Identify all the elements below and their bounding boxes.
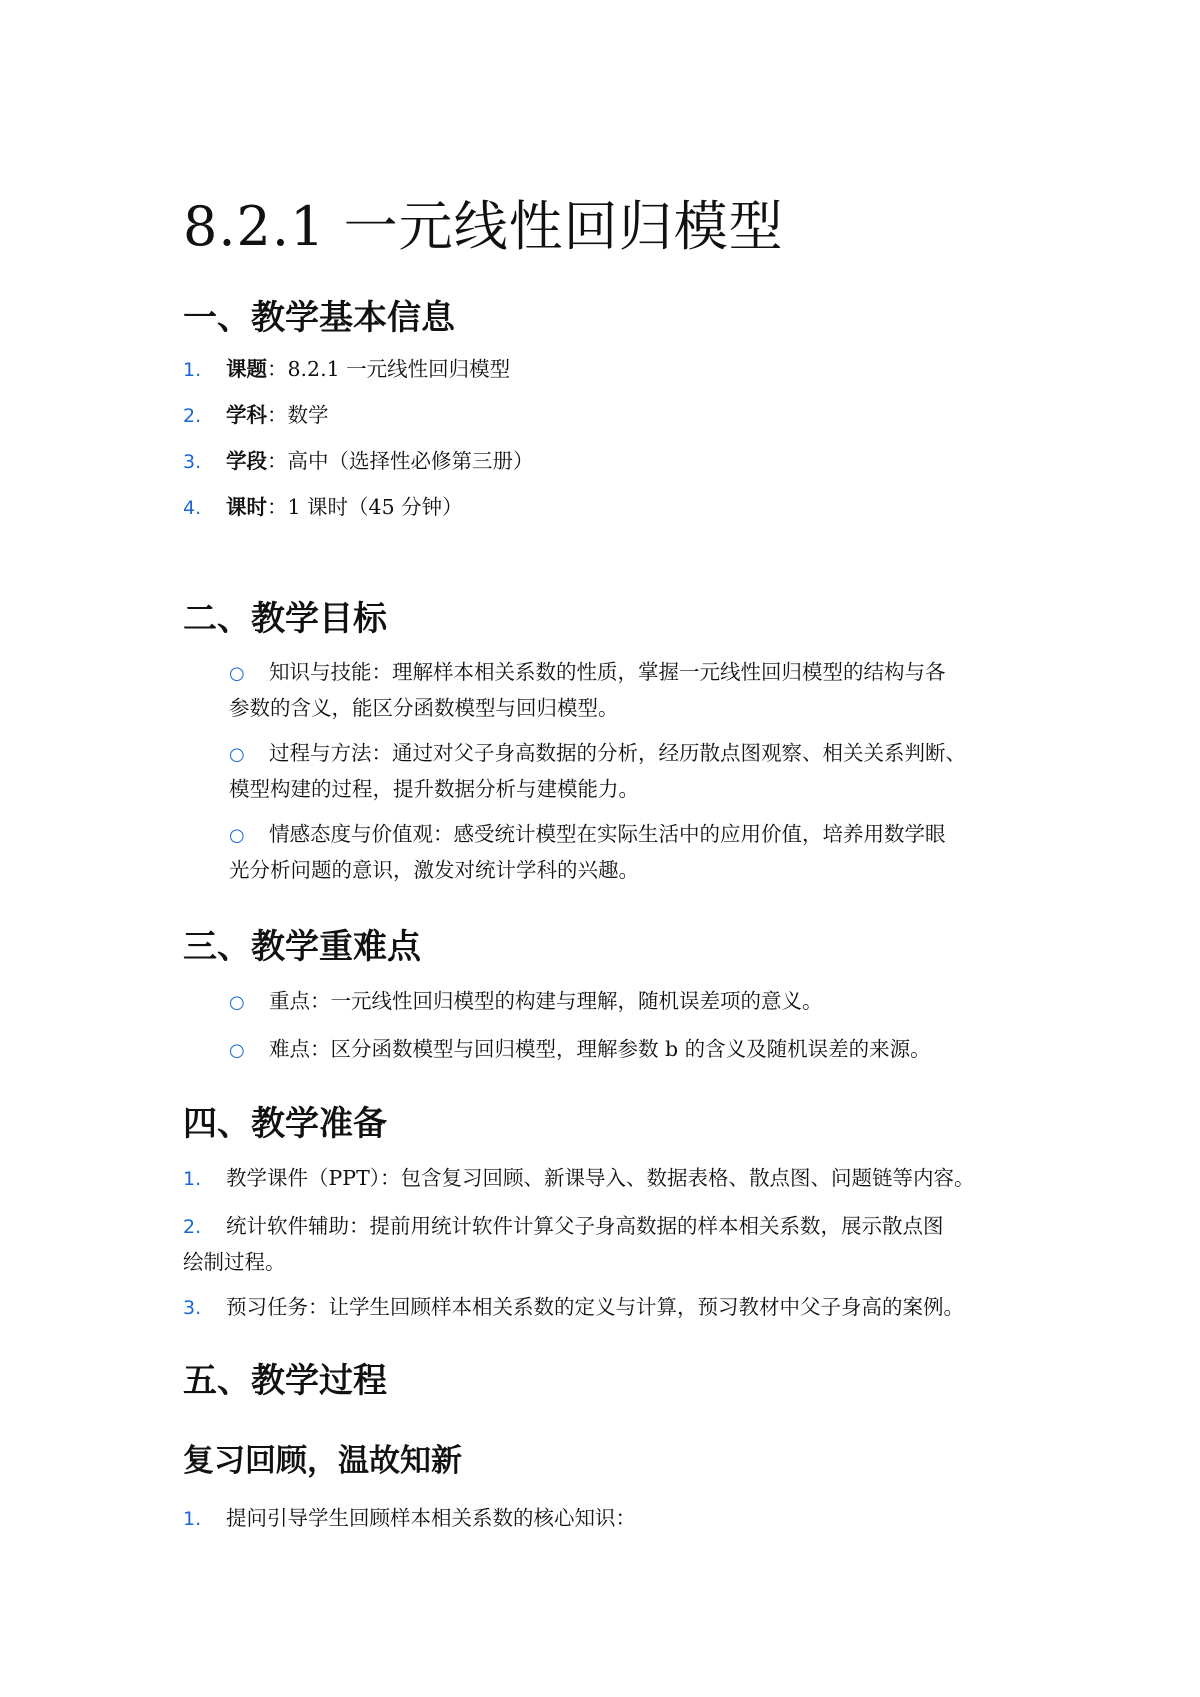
item-text: 教学课件（PPT）：包含复习回顾、新课导入、数据表格、散点图、问题链等内容。 — [226, 1166, 975, 1190]
section-heading-basic-info: 一、教学基本信息 — [183, 298, 455, 338]
bullet-text: 重点：一元线性回归模型的构建与理解，随机误差项的意义。 — [269, 989, 823, 1013]
list-number: 2. — [183, 405, 202, 427]
bullet-text-line: 情感态度与价值观：感受统计模型在实际生活中的应用价值，培养用数学眼 — [269, 822, 946, 846]
item-text: 预习任务：让学生回顾样本相关系数的定义与计算，预习教材中父子身高的案例。 — [226, 1295, 964, 1319]
list-number: 2. — [183, 1216, 202, 1238]
circle-bullet-icon: ○ — [229, 744, 245, 765]
bullet-item — [229, 817, 1049, 888]
item-value: 1 课时（45 分钟） — [287, 495, 463, 519]
circle-bullet-icon: ○ — [229, 992, 245, 1013]
sub-heading-review: 复习回顾，温故知新 — [183, 1443, 462, 1479]
list-item — [183, 352, 1043, 388]
bullet-item — [229, 984, 1049, 1020]
bullet-item — [229, 736, 1049, 807]
circle-bullet-icon: ○ — [229, 663, 245, 684]
bullet-text-line: 知识与技能：理解样本相关系数的性质，掌握一元线性回归模型的结构与各 — [269, 660, 946, 684]
list-item — [183, 398, 1043, 434]
bullet-text-line: 过程与方法：通过对父子身高数据的分析，经历散点图观察、相关关系判断、 — [269, 741, 966, 765]
document-title: 8.2.1 一元线性回归模型 — [183, 195, 784, 258]
list-number: 1. — [183, 1168, 202, 1190]
section-heading-process: 五、教学过程 — [183, 1361, 387, 1401]
section-heading-objectives: 二、教学目标 — [183, 599, 387, 639]
item-text-line: 绘制过程。 — [183, 1250, 286, 1274]
circle-bullet-icon: ○ — [229, 1040, 245, 1061]
list-item — [183, 1209, 1043, 1280]
list-item — [183, 1501, 1043, 1537]
item-text: 提问引导学生回顾样本相关系数的核心知识： — [226, 1506, 636, 1530]
list-item — [183, 1161, 1043, 1197]
item-separator: ： — [267, 449, 288, 473]
section-heading-preparation: 四、教学准备 — [183, 1104, 387, 1144]
item-label: 学科 — [226, 403, 267, 427]
bullet-text-line: 模型构建的过程，提升数据分析与建模能力。 — [229, 777, 639, 801]
item-text-line: 统计软件辅助：提前用统计软件计算父子身高数据的样本相关系数，展示散点图 — [226, 1214, 944, 1238]
item-value: 高中（选择性必修第三册） — [287, 449, 534, 473]
item-label: 课题 — [226, 357, 267, 381]
list-item — [183, 444, 1043, 480]
item-label: 学段 — [226, 449, 267, 473]
list-item — [183, 490, 1043, 526]
bullet-text-line: 光分析问题的意识，激发对统计学科的兴趣。 — [229, 858, 639, 882]
item-separator: ： — [267, 403, 288, 427]
bullet-text-line: 参数的含义，能区分函数模型与回归模型。 — [229, 696, 619, 720]
list-item — [183, 1290, 1043, 1326]
item-label: 课时 — [226, 495, 267, 519]
list-number: 1. — [183, 1508, 202, 1530]
item-separator: ： — [267, 357, 288, 381]
list-number: 3. — [183, 451, 202, 473]
item-separator: ： — [267, 495, 288, 519]
item-value: 8.2.1 一元线性回归模型 — [287, 357, 511, 381]
item-value: 数学 — [287, 403, 329, 427]
bullet-item — [229, 1032, 1049, 1068]
bullet-item — [229, 655, 1049, 726]
list-number: 1. — [183, 359, 202, 381]
list-number: 4. — [183, 497, 202, 519]
list-number: 3. — [183, 1297, 202, 1319]
section-heading-key-points: 三、教学重难点 — [183, 927, 421, 967]
circle-bullet-icon: ○ — [229, 825, 245, 846]
bullet-text: 难点：区分函数模型与回归模型，理解参数 b 的含义及随机误差的来源。 — [269, 1037, 931, 1061]
